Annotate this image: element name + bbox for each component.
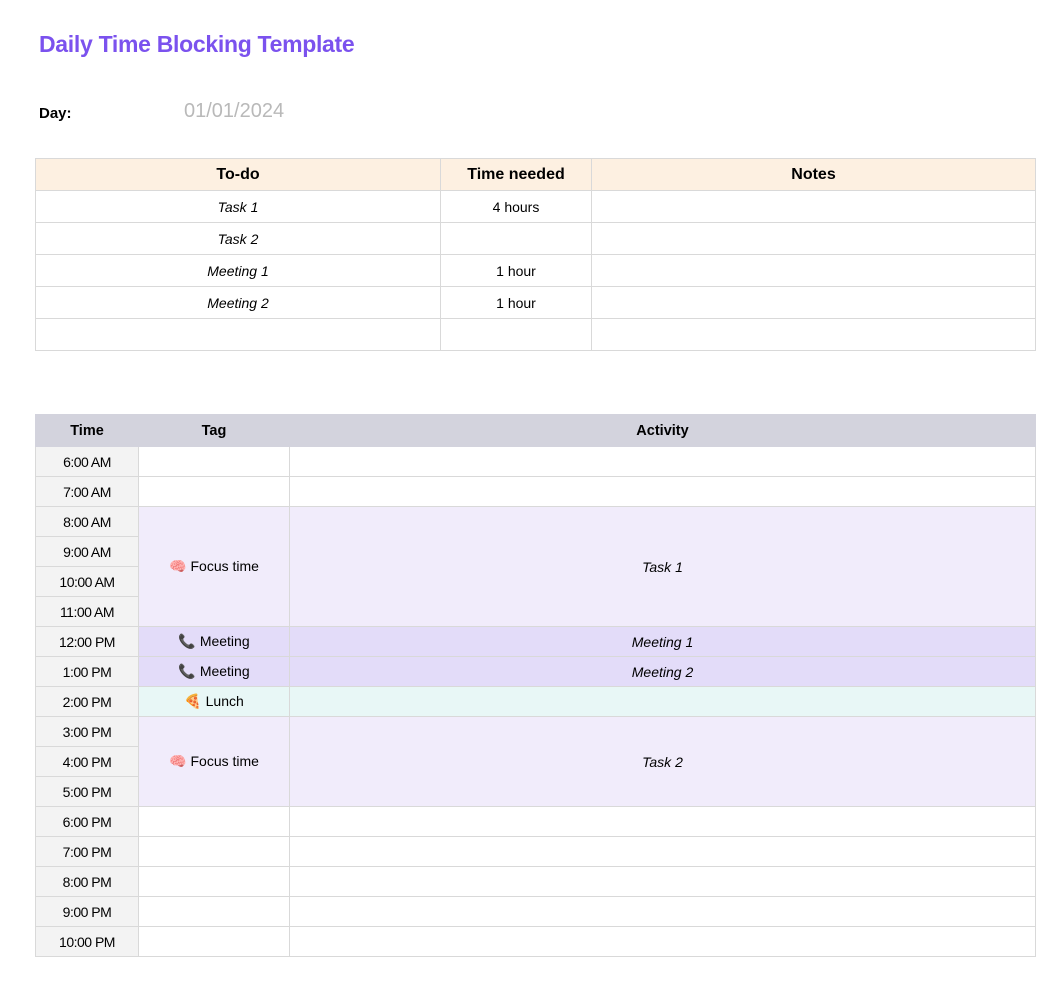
table-row — [36, 927, 1036, 957]
activity-cell[interactable] — [290, 807, 1036, 837]
activity-cell[interactable] — [290, 477, 1036, 507]
todo-cell[interactable]: Task 1 — [36, 191, 441, 223]
table-row — [36, 657, 1036, 687]
notes-cell[interactable] — [592, 319, 1036, 351]
brain-icon: 🧠 — [169, 558, 187, 574]
day-label: Day: — [39, 105, 72, 122]
time-needed-cell[interactable]: 1 hour — [441, 255, 592, 287]
tag-cell-meeting[interactable] — [139, 627, 290, 657]
schedule-header-row — [36, 415, 1036, 447]
time-cell: 3:00 PM — [36, 717, 139, 747]
table-row — [36, 627, 1036, 657]
time-cell: 1:00 PM — [36, 657, 139, 687]
time-cell: 7:00 PM — [36, 837, 139, 867]
todo-table — [35, 158, 1036, 351]
todo-header: To-do — [36, 159, 441, 191]
time-cell: 11:00 AM — [36, 597, 139, 627]
table-row — [36, 687, 1036, 717]
activity-cell[interactable] — [290, 867, 1036, 897]
time-header: Time — [36, 415, 139, 447]
table-row — [36, 807, 1036, 837]
activity-header: Activity — [290, 415, 1036, 447]
tag-cell[interactable] — [139, 807, 290, 837]
notes-header: Notes — [592, 159, 1036, 191]
time-needed-cell[interactable]: 1 hour — [441, 287, 592, 319]
activity-cell[interactable] — [290, 687, 1036, 717]
table-row — [36, 223, 1036, 255]
table-row — [36, 477, 1036, 507]
table-row — [36, 319, 1036, 351]
tag-cell[interactable] — [139, 447, 290, 477]
table-row — [36, 191, 1036, 223]
activity-cell[interactable] — [290, 447, 1036, 477]
tag-cell[interactable] — [139, 927, 290, 957]
time-cell: 5:00 PM — [36, 777, 139, 807]
todo-cell[interactable]: Meeting 1 — [36, 255, 441, 287]
brain-icon: 🧠 — [169, 753, 187, 769]
todo-cell[interactable]: Meeting 2 — [36, 287, 441, 319]
tag-label: Meeting — [199, 663, 250, 679]
notes-cell[interactable] — [592, 191, 1036, 223]
notes-cell[interactable] — [592, 287, 1036, 319]
tag-cell-focus-time[interactable] — [139, 717, 290, 807]
table-row — [36, 897, 1036, 927]
time-needed-cell[interactable] — [441, 319, 592, 351]
time-cell: 7:00 AM — [36, 477, 139, 507]
todo-cell[interactable]: Task 2 — [36, 223, 441, 255]
notes-cell[interactable] — [592, 255, 1036, 287]
tag-cell[interactable] — [139, 477, 290, 507]
tag-label: Focus time — [190, 558, 259, 574]
activity-cell[interactable]: Meeting 1 — [290, 627, 1036, 657]
activity-cell[interactable] — [290, 897, 1036, 927]
activity-cell[interactable]: Task 2 — [290, 717, 1036, 807]
todo-cell[interactable] — [36, 319, 441, 351]
table-row — [36, 867, 1036, 897]
phone-icon: 📞 — [178, 663, 196, 679]
time-needed-cell[interactable] — [441, 223, 592, 255]
tag-header: Tag — [139, 415, 290, 447]
page-title: Daily Time Blocking Template — [39, 31, 355, 57]
time-needed-header: Time needed — [441, 159, 592, 191]
table-row — [36, 255, 1036, 287]
table-row — [36, 447, 1036, 477]
tag-cell[interactable] — [139, 837, 290, 867]
tag-label: Meeting — [199, 633, 250, 649]
tag-cell-lunch[interactable] — [139, 687, 290, 717]
time-cell: 6:00 PM — [36, 807, 139, 837]
tag-cell[interactable] — [139, 867, 290, 897]
table-row — [36, 287, 1036, 319]
time-cell: 9:00 PM — [36, 897, 139, 927]
time-cell: 10:00 AM — [36, 567, 139, 597]
time-cell: 9:00 AM — [36, 537, 139, 567]
time-cell: 6:00 AM — [36, 447, 139, 477]
time-cell: 8:00 AM — [36, 507, 139, 537]
tag-cell[interactable] — [139, 897, 290, 927]
notes-cell[interactable] — [592, 223, 1036, 255]
time-cell: 4:00 PM — [36, 747, 139, 777]
time-cell: 10:00 PM — [36, 927, 139, 957]
time-needed-cell[interactable]: 4 hours — [441, 191, 592, 223]
activity-cell[interactable]: Task 1 — [290, 507, 1036, 627]
time-cell: 8:00 PM — [36, 867, 139, 897]
schedule-table — [35, 414, 1036, 957]
activity-cell[interactable] — [290, 927, 1036, 957]
tag-cell-focus-time[interactable] — [139, 507, 290, 627]
phone-icon: 📞 — [178, 633, 196, 649]
table-row — [36, 717, 1036, 747]
activity-cell[interactable] — [290, 837, 1036, 867]
tag-label: Focus time — [190, 753, 259, 769]
table-row — [36, 837, 1036, 867]
tag-cell-meeting[interactable] — [139, 657, 290, 687]
day-value[interactable]: 01/01/2024 — [184, 100, 285, 122]
time-cell: 2:00 PM — [36, 687, 139, 717]
todo-header-row — [36, 159, 1036, 191]
tag-label: Lunch — [205, 693, 244, 709]
activity-cell[interactable]: Meeting 2 — [290, 657, 1036, 687]
table-row — [36, 507, 1036, 537]
pizza-icon: 🍕 — [184, 693, 202, 709]
time-cell: 12:00 PM — [36, 627, 139, 657]
